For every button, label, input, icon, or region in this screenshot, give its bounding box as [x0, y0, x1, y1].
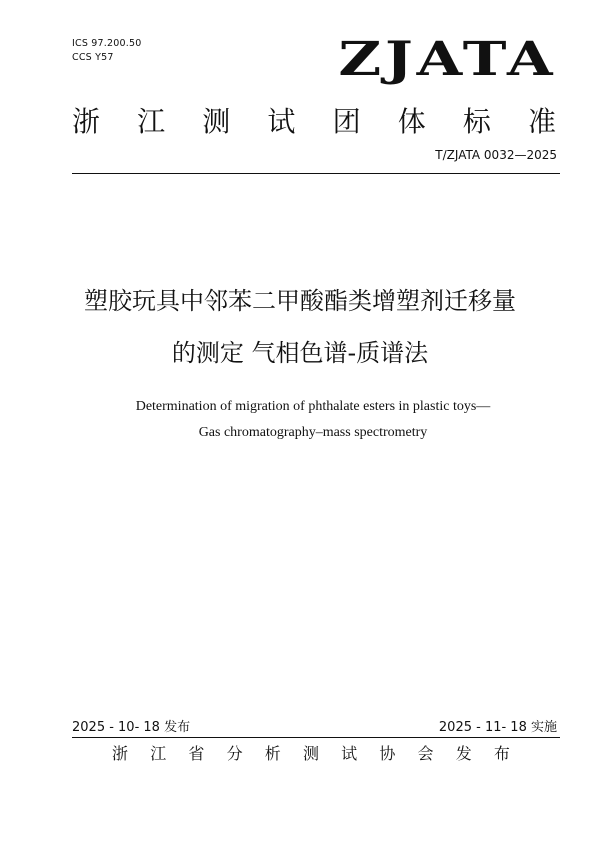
publisher-char: 浙 — [112, 744, 129, 763]
org-char: 标 — [462, 105, 491, 138]
org-char: 测 — [202, 105, 231, 138]
ccs-code: CCS Y57 — [72, 52, 114, 63]
org-char: 团 — [332, 105, 361, 138]
publisher-char: 会 — [417, 744, 434, 763]
publisher-char: 分 — [226, 744, 243, 763]
header-divider — [72, 173, 560, 174]
publisher-char: 江 — [150, 744, 167, 763]
publisher-char: 布 — [493, 744, 510, 763]
publisher-char: 测 — [302, 744, 319, 763]
publisher-char: 析 — [264, 744, 281, 763]
org-char: 浙 — [72, 105, 101, 138]
footer-divider — [72, 737, 560, 738]
english-title-line-2: Gas chromatography–mass spectrometry — [198, 425, 428, 440]
publisher-char: 试 — [341, 744, 358, 763]
zjata-logo: ZJATA — [338, 32, 556, 87]
chinese-title-line-2: 的测定 气相色谱-质谱法 — [171, 339, 429, 367]
org-char: 准 — [527, 105, 556, 138]
org-char: 试 — [267, 105, 296, 138]
publisher-char: 协 — [379, 744, 396, 763]
classification-codes — [72, 37, 141, 65]
org-char: 江 — [137, 105, 166, 138]
implementation-date: 2025 - 11- 18 实施 — [438, 720, 557, 735]
issue-date: 2025 - 10- 18 发布 — [72, 720, 191, 735]
publisher-char: 省 — [188, 744, 205, 763]
chinese-title-line-1: 塑胶玩具中邻苯二甲酸酯类增塑剂迁移量 — [84, 287, 516, 315]
english-title-line-1: Determination of migration of phthalate esters in plastic toys— — [135, 399, 491, 414]
publisher-name — [112, 743, 510, 765]
org-char: 体 — [397, 105, 426, 138]
publisher-char: 发 — [455, 744, 472, 763]
organization-name — [72, 104, 556, 140]
standard-number: T/ZJATA 0032—2025 — [435, 148, 557, 162]
ics-code: ICS 97.200.50 — [72, 38, 142, 49]
